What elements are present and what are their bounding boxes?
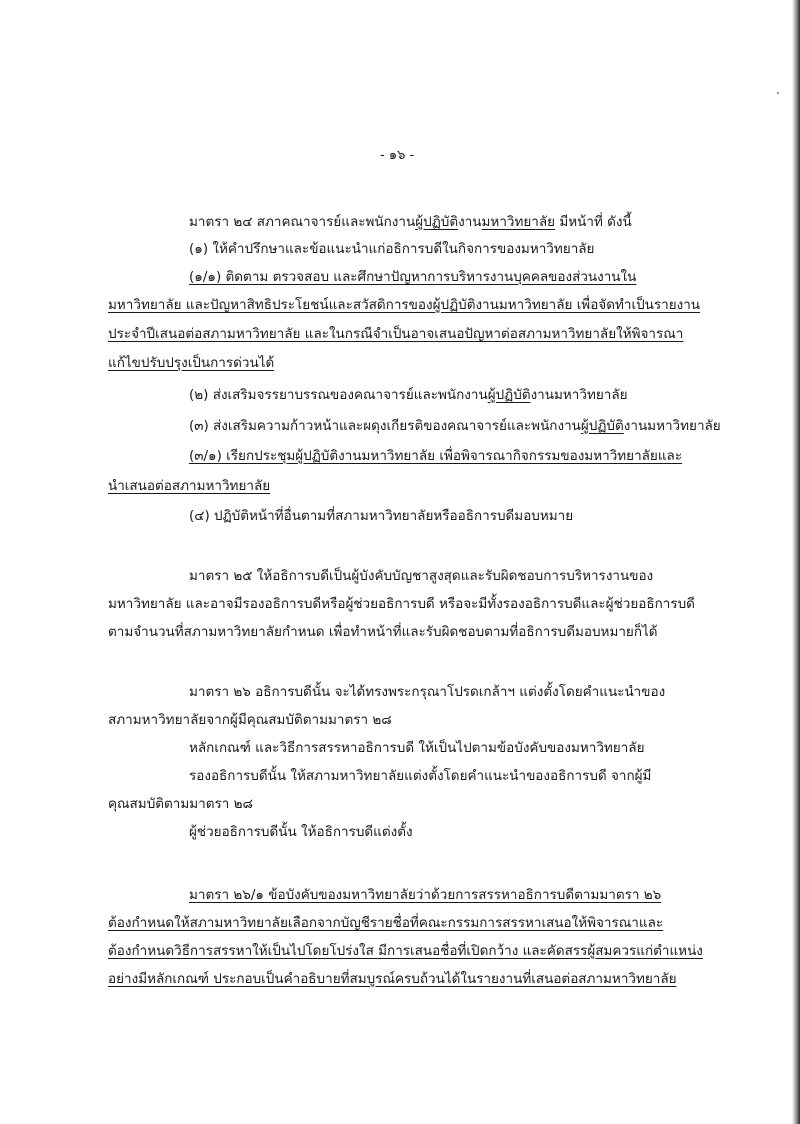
section-24-item-3: (๓) ส่งเสริมความก้าวหน้าและผดุงเกียรติของคณาจารย์และพนักงานผู้ปฏิบัติงานมหาวิทยาลัย xyxy=(189,418,721,434)
section-25-line: มาตรา ๒๕ ให้อธิการบดีเป็นผู้บังคับบัญชาสูงสุดและรับผิดชอบการบริหารงานของ xyxy=(189,568,654,584)
section-24-heading: มาตรา ๒๔ สภาคณาจารย์และพนักงานผู้ปฏิบัติงานมหาวิทยาลัย มีหน้าที่ ดังนี้ xyxy=(189,214,632,230)
section-26-line: รองอธิการบดีนั้น ให้สภามหาวิทยาลัยแต่งตั้งโดยคำแนะนำของอธิการบดี จากผู้มี xyxy=(189,768,652,784)
section-24-item-3-1-cont: นำเสนอต่อสภามหาวิทยาลัย xyxy=(108,478,271,494)
section-24-item-3-1: (๓/๑) เรียกประชุมผู้ปฏิบัติงานมหาวิทยาลัย เพื่อพิจารณากิจกรรมของมหาวิทยาลัยและ xyxy=(189,448,683,464)
section-26-1-line: ต้องกำหนดวิธีการสรรหาให้เป็นไปโดยโปร่งใส มีการเสนอชื่อที่เปิดกว้าง และคัดสรรผู้สมควรแก่ตำแหน่ง xyxy=(108,943,703,959)
section-24-item-1-1-cont: มหาวิทยาลัย และปัญหาสิทธิประโยชน์และสวัสดิการของผู้ปฏิบัติงานมหาวิทยาลัย เพื่อจัดทำเป็นรายงาน xyxy=(108,297,701,313)
page-number: - ๑๖ - xyxy=(380,148,415,163)
section-24-item-4: (๔) ปฏิบัติหน้าที่อื่นตามที่สภามหาวิทยาลัยหรืออธิการบดีมอบหมาย xyxy=(189,508,574,524)
section-26-1-line: ต้องกำหนดให้สภามหาวิทยาลัยเลือกจากบัญชีรายชื่อที่คณะกรรมการสรรหาเสนอให้พิจารณาและ xyxy=(108,915,664,931)
section-24-item-2: (๒) ส่งเสริมจรรยาบรรณของคณาจารย์และพนักงานผู้ปฏิบัติงานมหาวิทยาลัย xyxy=(189,387,628,403)
scan-page-edge xyxy=(792,0,800,1124)
section-26-line: คุณสมบัติตามมาตรา ๒๘ xyxy=(108,796,253,812)
section-26-1-line: อย่างมีหลักเกณฑ์ ประกอบเป็นคำอธิบายที่สมบูรณ์ครบถ้วนได้ในรายงานที่เสนอต่อสภามหาวิทยาลัย xyxy=(108,971,677,987)
section-24-item-1-1: (๑/๑) ติดตาม ตรวจสอบ และศึกษาปัญหาการบริหารงานบุคคลของส่วนงานใน xyxy=(189,269,637,285)
section-25-line: ตามจำนวนที่สภามหาวิทยาลัยกำหนด เพื่อทำหน้าที่และรับผิดชอบตามที่อธิการบดีมอบหมายก็ได้ xyxy=(108,624,658,640)
section-25-line: มหาวิทยาลัย และอาจมีรองอธิการบดีหรือผู้ช่วยอธิการบดี หรือจะมีทั้งรองอธิการบดีและผู้ช่วยอธิการบดี xyxy=(108,596,695,612)
section-24-item-1-1-cont: ประจำปีเสนอต่อสภามหาวิทยาลัย และในกรณีจำเป็นอาจเสนอปัญหาต่อสภามหาวิทยาลัยให้พิจารณา xyxy=(108,326,684,342)
section-24-item-1: (๑) ให้คำปรึกษาและข้อแนะนำแก่อธิการบดีในกิจการของมหาวิทยาลัย xyxy=(189,241,595,257)
section-26-line: สภามหาวิทยาลัยจากผู้มีคุณสมบัติตามมาตรา ๒๘ xyxy=(108,712,392,728)
scan-speck xyxy=(777,92,779,94)
section-26-line: มาตรา ๒๖ อธิการบดีนั้น จะได้ทรงพระกรุณาโปรดเกล้าฯ แต่งตั้งโดยคำแนะนำของ xyxy=(189,684,666,700)
section-26-line: หลักเกณฑ์ และวิธีการสรรหาอธิการบดี ให้เป็นไปตามข้อบังคับของมหาวิทยาลัย xyxy=(189,740,645,756)
section-24-item-1-1-cont: แก้ไขปรับปรุงเป็นการด่วนได้ xyxy=(108,355,275,371)
section-26-1-line: มาตรา ๒๖/๑ ข้อบังคับของมหาวิทยาลัยว่าด้วยการสรรหาอธิการบดีตามมาตรา ๒๖ xyxy=(189,887,662,903)
section-26-line: ผู้ช่วยอธิการบดีนั้น ให้อธิการบดีแต่งตั้ง xyxy=(189,824,413,840)
